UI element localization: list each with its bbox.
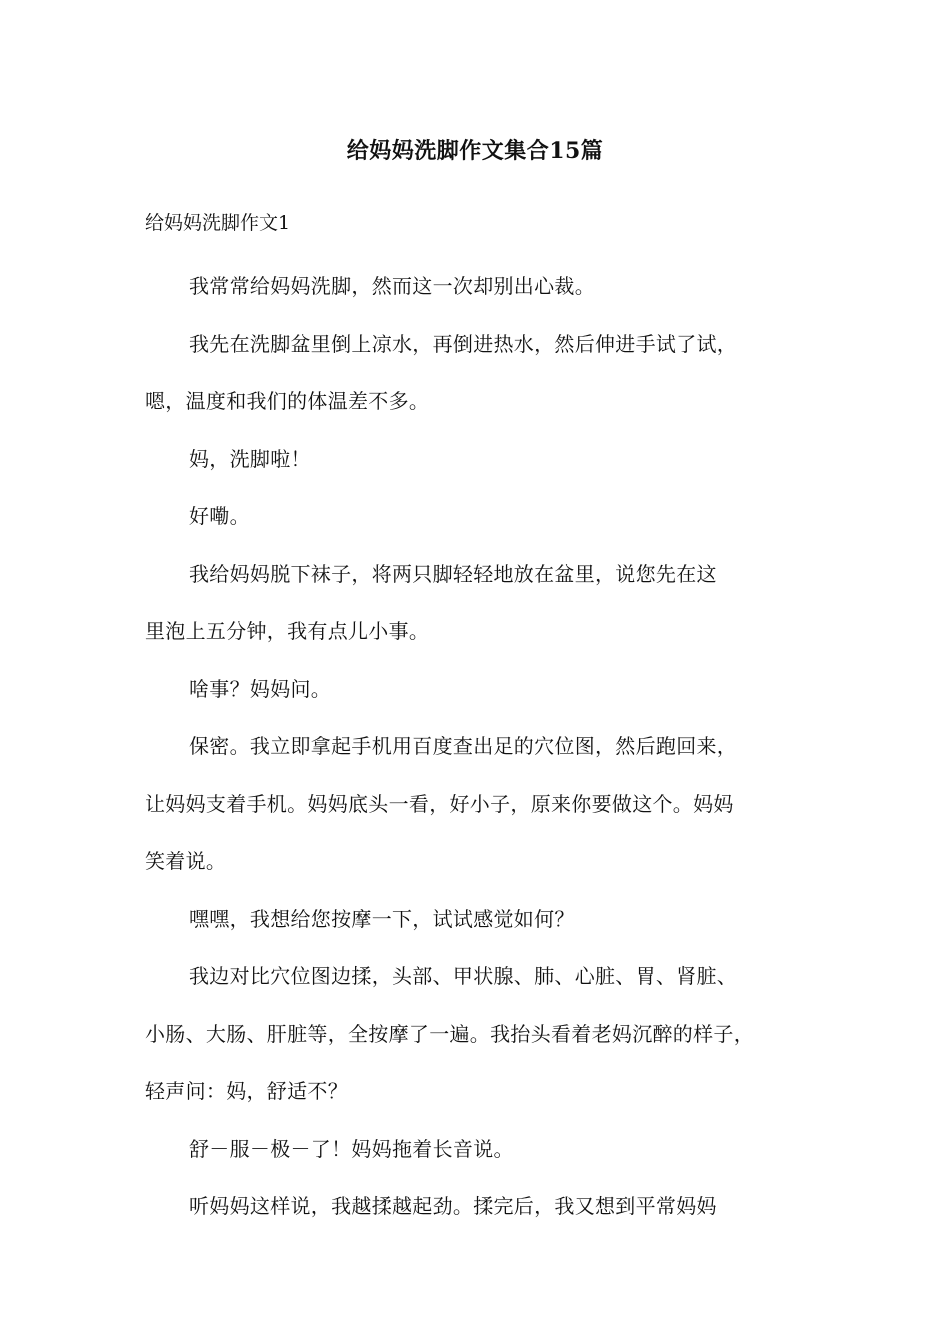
paragraph-line: 听妈妈这样说，我越揉越起劲。揉完后，我又想到平常妈妈 [189, 1194, 717, 1218]
essay-heading: 给妈妈洗脚作文1 [145, 212, 291, 234]
paragraph-line: 嗯，温度和我们的体温差不多。 [145, 389, 430, 413]
paragraph-line: 让妈妈支着手机。妈妈底头一看，好小子，原来你要做这个。妈妈 [145, 791, 734, 816]
essay-body [145, 258, 835, 1236]
paragraph-line: 嘿嘿，我想给您按摩一下，试试感觉如何？ [189, 906, 575, 931]
document-title: 给妈妈洗脚作文集合15篇 [346, 138, 604, 164]
paragraph [145, 1121, 835, 1179]
paragraph-line: 舒－服－极－了！妈妈拖着长音说。 [189, 1136, 514, 1161]
paragraph [145, 661, 835, 719]
paragraph-line: 保密。我立即拿起手机用百度查出足的穴位图，然后跑回来， [189, 734, 738, 758]
paragraph-line: 我先在洗脚盆里倒上凉水，再倒进热水，然后伸进手试了试， [189, 331, 738, 356]
paragraph-line: 里泡上五分钟，我有点儿小事。 [145, 619, 430, 643]
paragraph-line: 啥事？妈妈问。 [189, 676, 332, 701]
paragraph-line: 我常常给妈妈洗脚，然而这一次却别出心裁。 [189, 274, 595, 298]
paragraph-line: 小肠、大肠、肝脏等，全按摩了一遍。我抬头看着老妈沉醉的样子， [145, 1021, 754, 1046]
paragraph-line: 轻声问：妈，舒适不？ [145, 1079, 348, 1103]
paragraph-line: 我边对比穴位图边揉，头部、甲状腺、肺、心脏、胃、肾脏、 [189, 964, 738, 988]
paragraph [145, 1178, 835, 1236]
paragraph-line: 妈，洗脚啦！ [189, 446, 311, 471]
paragraph [145, 891, 835, 949]
paragraph [145, 546, 835, 661]
paragraph [145, 431, 835, 489]
paragraph [145, 488, 835, 546]
paragraph [145, 258, 835, 316]
paragraph-line: 笑着说。 [145, 849, 227, 873]
paragraph [145, 948, 835, 1121]
paragraph-line: 我给妈妈脱下袜子，将两只脚轻轻地放在盆里，说您先在这 [189, 561, 717, 586]
paragraph [145, 718, 835, 891]
paragraph-line: 好嘞。 [189, 504, 250, 528]
paragraph [145, 316, 835, 431]
